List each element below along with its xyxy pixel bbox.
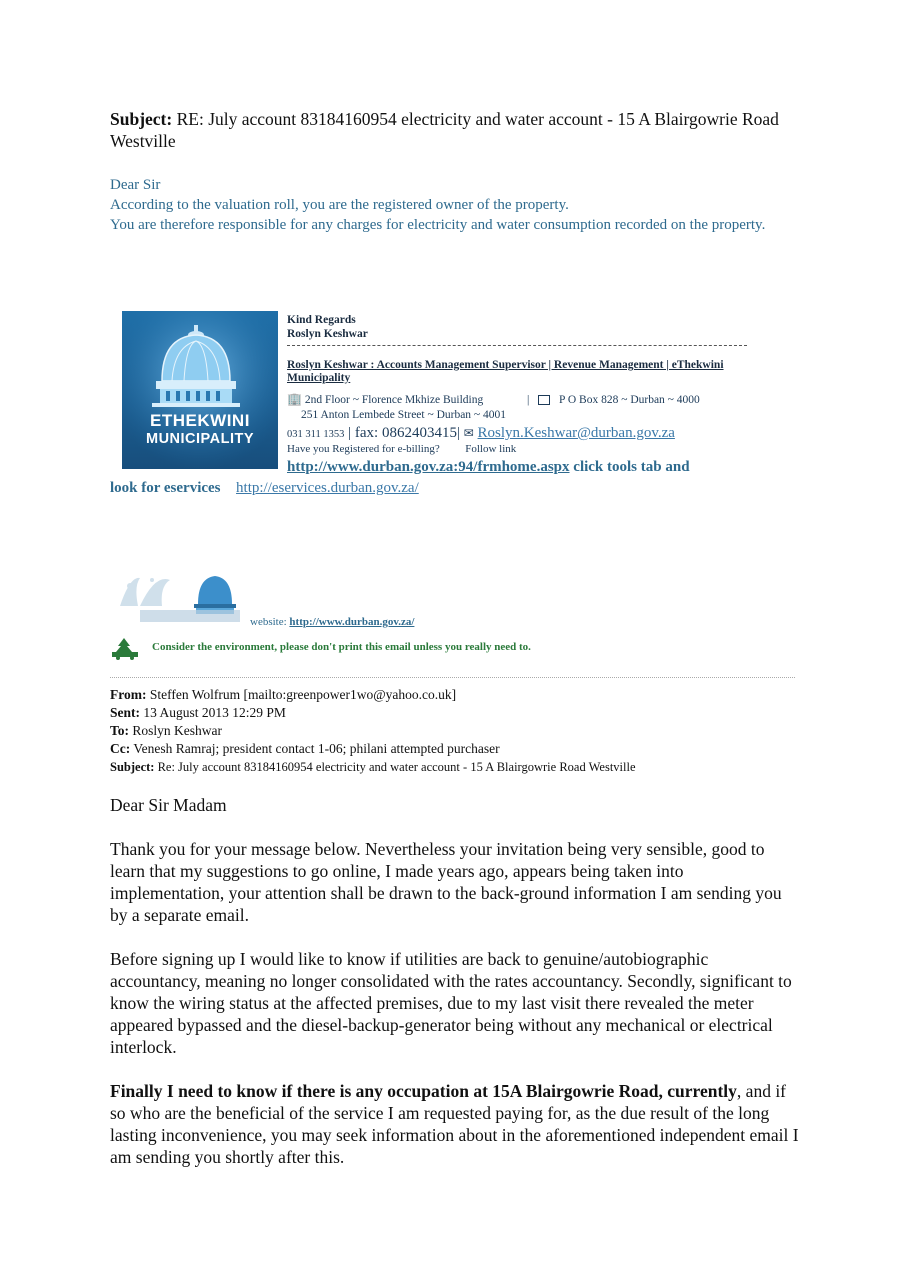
address-line-2: 251 Anton Lembede Street ~ Durban ~ 4001 <box>301 409 507 421</box>
kind-regards: Kind Regards <box>287 314 356 326</box>
signature-greeting <box>287 313 777 341</box>
signature-divider <box>287 345 747 346</box>
header-cc <box>110 740 810 758</box>
eservices-prefix: look for eservices <box>110 480 221 496</box>
address-line-1: 2nd Floor ~ Florence Mkhize Building <box>304 394 484 406</box>
ebilling-note <box>287 443 516 455</box>
sent-value: 13 August 2013 12:29 PM <box>143 705 286 720</box>
to-value: Roslyn Keshwar <box>132 723 223 738</box>
email-separator <box>110 677 795 678</box>
body-paragraph-3-rest: , and if so who are the beneficial of the service I am requested paying for, as the due result of the long lasting inconvenience, you may seek information about in the aforementioned independent email I am sending you shortly after this. <box>110 1081 799 1167</box>
body-paragraph-3 <box>110 1080 800 1168</box>
website-label: website: <box>250 616 287 628</box>
environment-note <box>110 636 630 662</box>
tree-truck-icon <box>110 636 144 660</box>
website-line <box>250 616 414 628</box>
durban-url-line <box>287 458 807 476</box>
website-link[interactable]: http://www.durban.gov.za/ <box>289 616 415 628</box>
footer-logo <box>110 566 250 630</box>
logo-text-ethekwini: ETHEKWINI <box>150 411 250 430</box>
building-icon: 🏢 <box>287 392 302 406</box>
url-suffix: click tools tab and <box>569 459 690 475</box>
body-paragraph-2: Before signing up I would like to know if utilities are back to genuine/autobiographic accountancy, meaning no longer consolidated with the rates accountancy. Secondly, significant to know the wiring status at the affected premises, due to my last visit there revealed the meter appeared bypassed and the diesel-backup-generator being without any mechanical or electrical interlock. <box>110 949 792 1057</box>
body-paragraph-1: Thank you for your message below. Nevertheless your invitation being very sensible, good to learn that my suggestions to go online, I made years ago, appears being taken into implementation, your attention shall be drawn to the back-ground information I am sending you by a separate email. <box>110 839 782 925</box>
follow-link-text: Follow link <box>465 443 517 455</box>
from-value: Steffen Wolfrum [mailto:greenpower1wo@yahoo.co.uk] <box>149 687 457 702</box>
subject-label-2: Subject: <box>110 760 155 774</box>
signature-title: Roslyn Keshwar : Accounts Management Supervisor | Revenue Management | eThekwini Municipality <box>287 359 724 384</box>
phone-number: 031 311 1353 <box>287 429 345 440</box>
header-to <box>110 722 810 740</box>
ethekwini-logo <box>122 311 278 469</box>
mailbox-icon <box>538 395 550 405</box>
signature-contact: 031 311 1353 | fax: 0862403415| ✉ Roslyn.Keshwar@durban.gov.za <box>287 425 675 441</box>
po-box: P O Box 828 ~ Durban ~ 4000 <box>559 394 700 406</box>
footer-logo-graphic <box>110 566 250 630</box>
fax-label: fax: <box>354 425 379 441</box>
body-paragraph-3-bold: Finally I need to know if there is any occupation at 15A Blairgowrie Road, currently <box>110 1081 737 1101</box>
reply-greeting: Dear Sir <box>110 177 161 193</box>
ebilling-question: Have you Registered for e-billing? <box>287 443 440 455</box>
signer-name: Roslyn Keshwar <box>287 328 368 340</box>
reply-message <box>110 175 810 235</box>
separator: | <box>526 394 530 406</box>
subject-label: Subject: <box>110 109 173 129</box>
eservices-line <box>110 479 710 497</box>
header-sent <box>110 704 810 722</box>
header-from <box>110 686 810 704</box>
to-label: To: <box>110 723 130 738</box>
subject-text: RE: July account 83184160954 electricity and water account - 15 A Blairgowrie Road Westville <box>110 109 779 151</box>
from-label: From: <box>110 687 147 702</box>
header-subject <box>110 758 810 776</box>
environment-note-text: Consider the environment, please don't print this email unless you really need to. <box>152 641 531 653</box>
subject-value: Re: July account 83184160954 electricity and water account - 15 A Blairgowrie Road Westville <box>157 760 636 774</box>
logo-text-municipality: MUNICIPALITY <box>145 431 255 447</box>
email-body <box>110 794 800 1190</box>
mouse-icon: ✉ <box>463 426 474 440</box>
body-greeting: Dear Sir Madam <box>110 795 227 815</box>
reply-line-1: According to the valuation roll, you are the registered owner of the property. <box>110 197 569 213</box>
fax-number: 0862403415 <box>381 425 457 441</box>
email-link[interactable]: Roslyn.Keshwar@durban.gov.za <box>477 425 675 441</box>
email-header <box>110 686 810 776</box>
cc-value: Venesh Ramraj; president contact 1-06; philani attempted purchaser <box>133 741 500 756</box>
sent-label: Sent: <box>110 705 140 720</box>
cc-label: Cc: <box>110 741 131 756</box>
email-subject-top <box>110 108 810 152</box>
reply-line-2: You are therefore responsible for any charges for electricity and water consumption recorded on the property. <box>110 217 766 233</box>
eservices-link[interactable]: http://eservices.durban.gov.za/ <box>236 480 419 496</box>
signature-address <box>287 392 777 423</box>
durban-home-link[interactable]: http://www.durban.gov.za:94/frmhome.aspx <box>287 459 570 475</box>
